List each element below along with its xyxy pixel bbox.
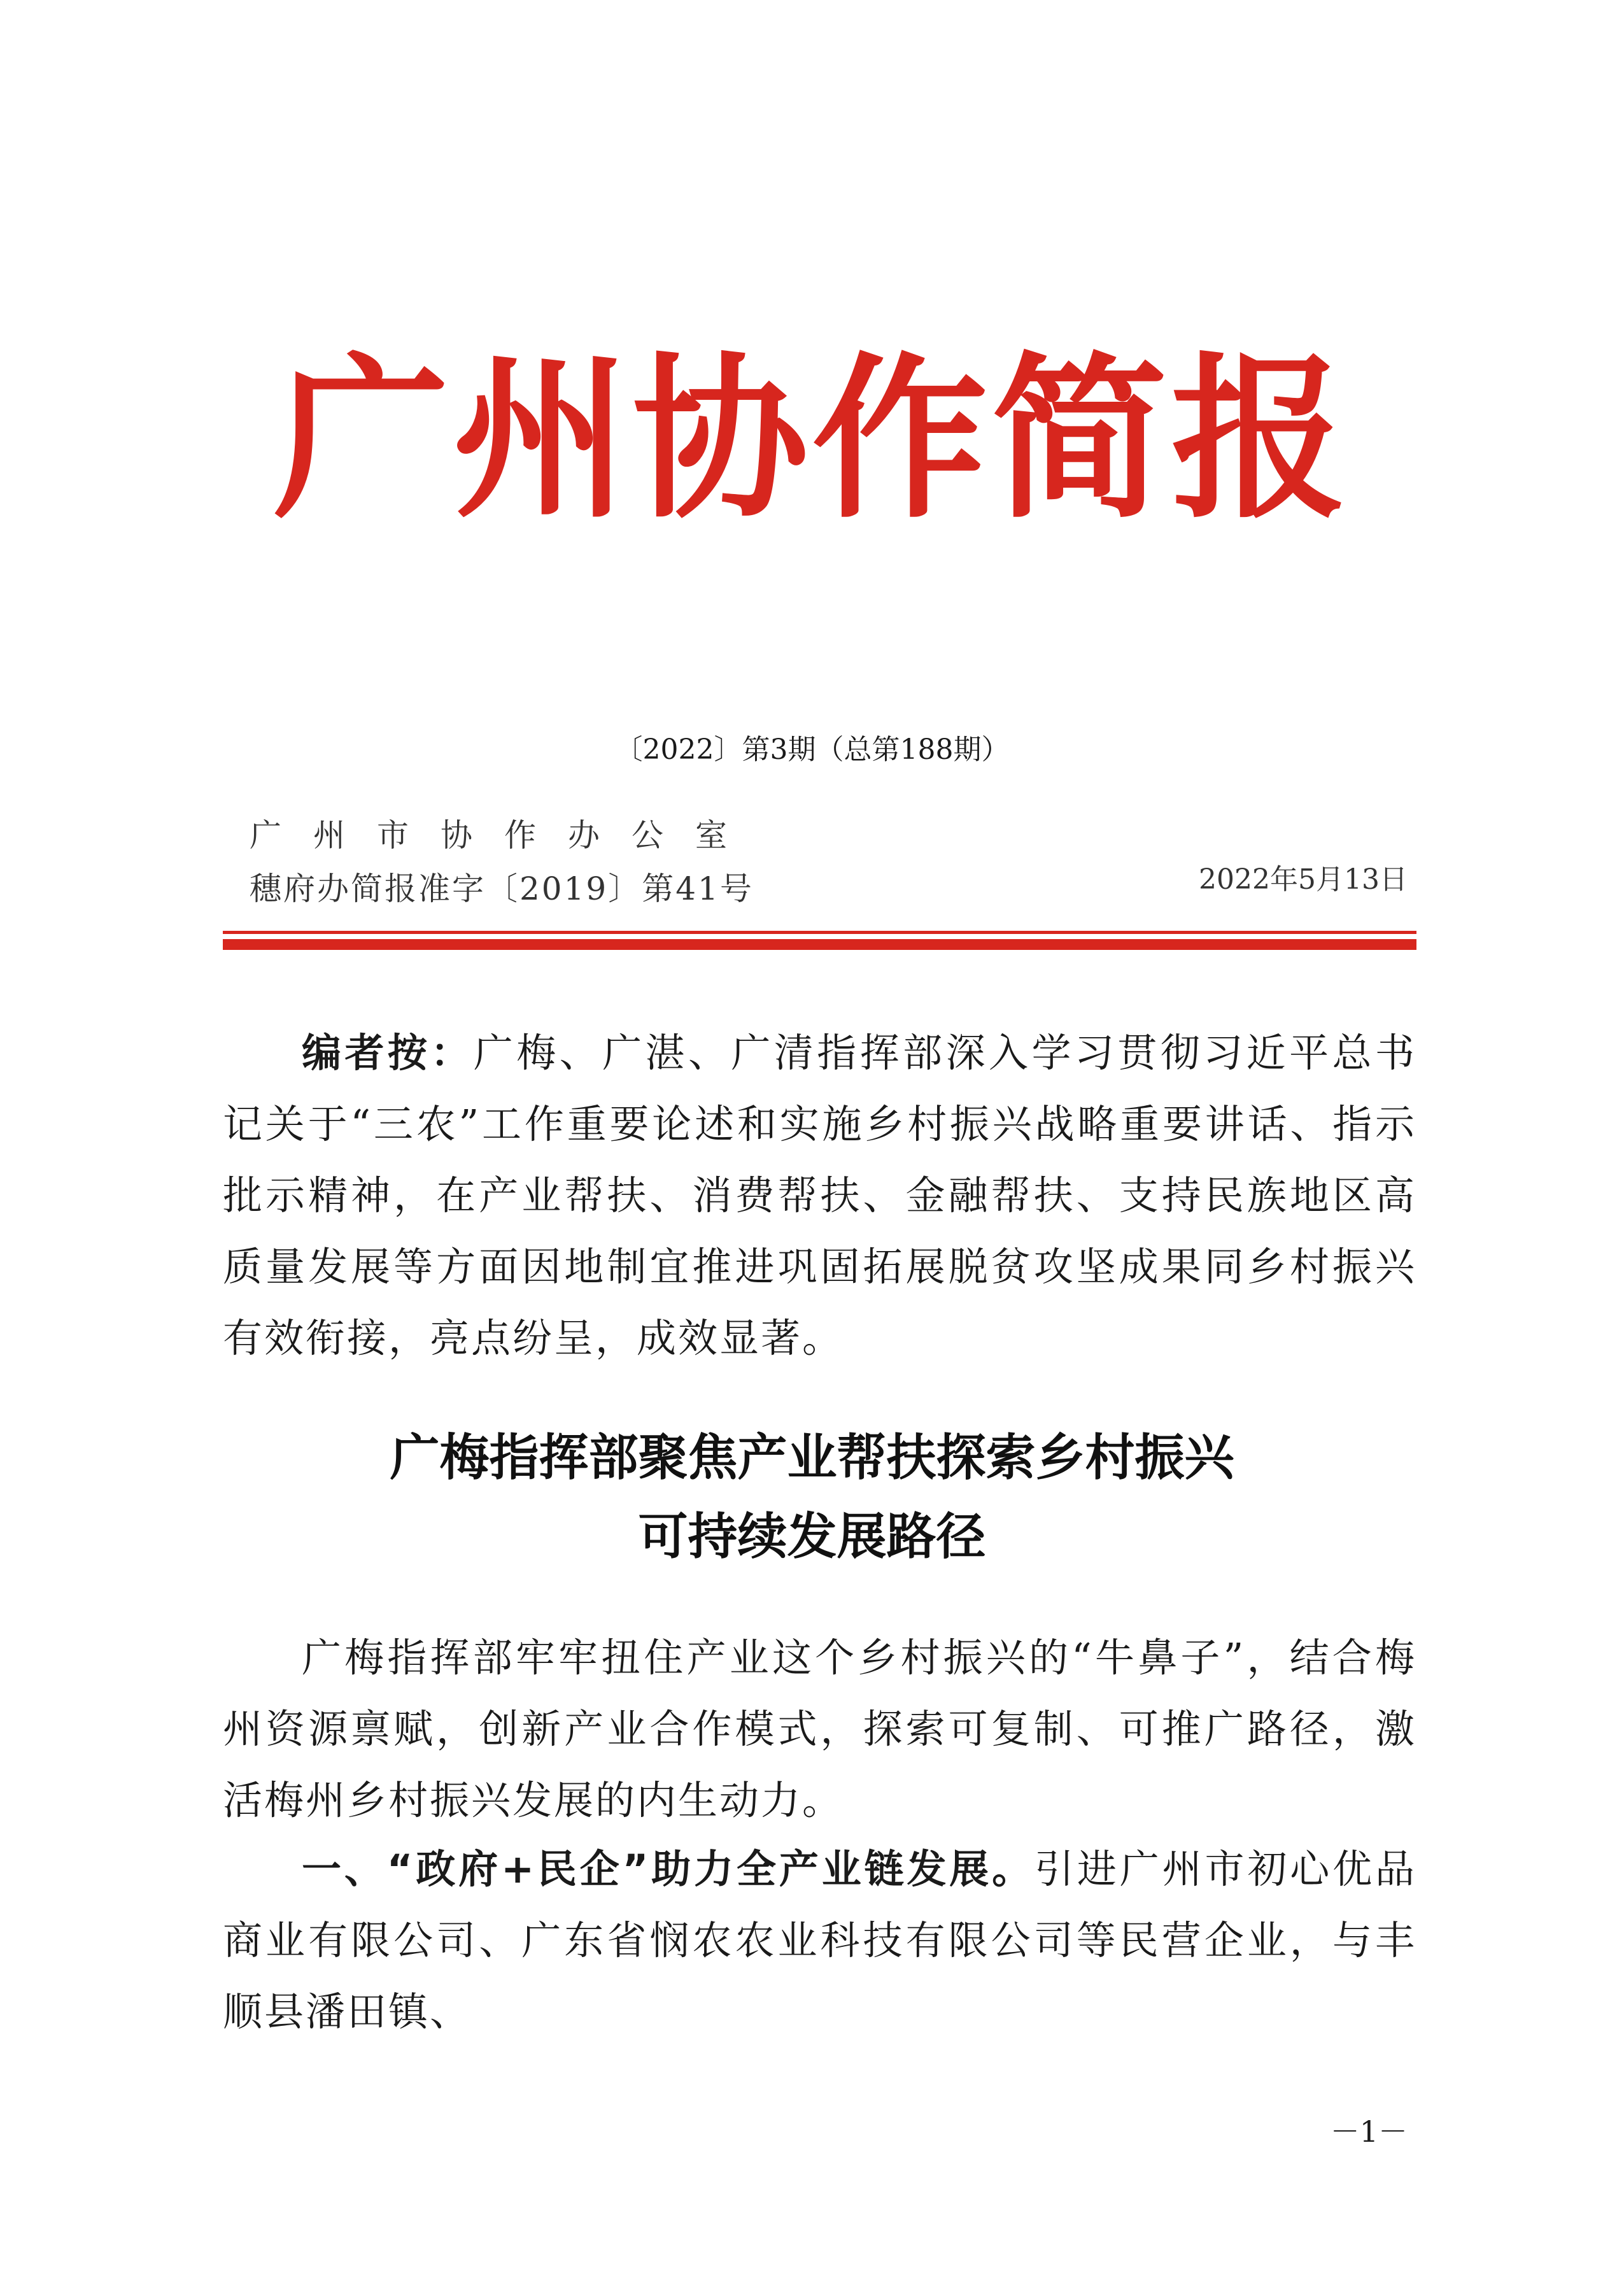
editor-note [223, 1017, 1416, 1374]
section-1-heading: 一、“政府+民企”助力全产业链发展。 [302, 1846, 1035, 1892]
issue-number: 〔2022〕第3期（总第188期） [614, 733, 1010, 766]
header-divider-thick [223, 939, 1416, 950]
article-section-1 [223, 1834, 1416, 2048]
editor-note-text: 广梅、广湛、广清指挥部深入学习贯彻习近平总书记关于“三农”工作重要论述和实施乡村振兴战略重要讲话、指示批示精神，在产业帮扶、消费帮扶、金融帮扶、支持民族地区高质量发展等方面因地制宜推进巩固拓展脱贫攻坚成果同乡村振兴有效衔接，亮点纷呈，成效显著。 [223, 1029, 1416, 1361]
editor-note-label: 编者按： [302, 1029, 474, 1076]
header-divider-thin [223, 931, 1416, 934]
page-number: －1－ [1330, 2114, 1408, 2149]
section-1-text: 引进广州市初心优品商业有限公司、广东省悯农农业科技有限公司等民营企业，与丰顺县潘田镇、 [223, 1846, 1416, 2035]
article-title-line-2: 可持续发展路径 [638, 1508, 986, 1566]
publish-date: 2022年5月13日 [1199, 863, 1408, 896]
approval-number: 穗府办简报准字〔2019〕第41号 [250, 870, 754, 907]
article-title-line-1: 广梅指挥部聚焦产业帮扶探索乡村振兴 [390, 1429, 1234, 1487]
issuing-office: 广州市协作办公室 [250, 817, 759, 854]
article-intro: 广梅指挥部牢牢扭住产业这个乡村振兴的“牛鼻子”，结合梅州资源禀赋，创新产业合作模式，探索可复制、可推广路径，激活梅州乡村振兴发展的内生动力。 [223, 1634, 1416, 1823]
article-title [0, 1418, 1624, 1576]
masthead-title: 广州协作简报 [273, 336, 1351, 542]
